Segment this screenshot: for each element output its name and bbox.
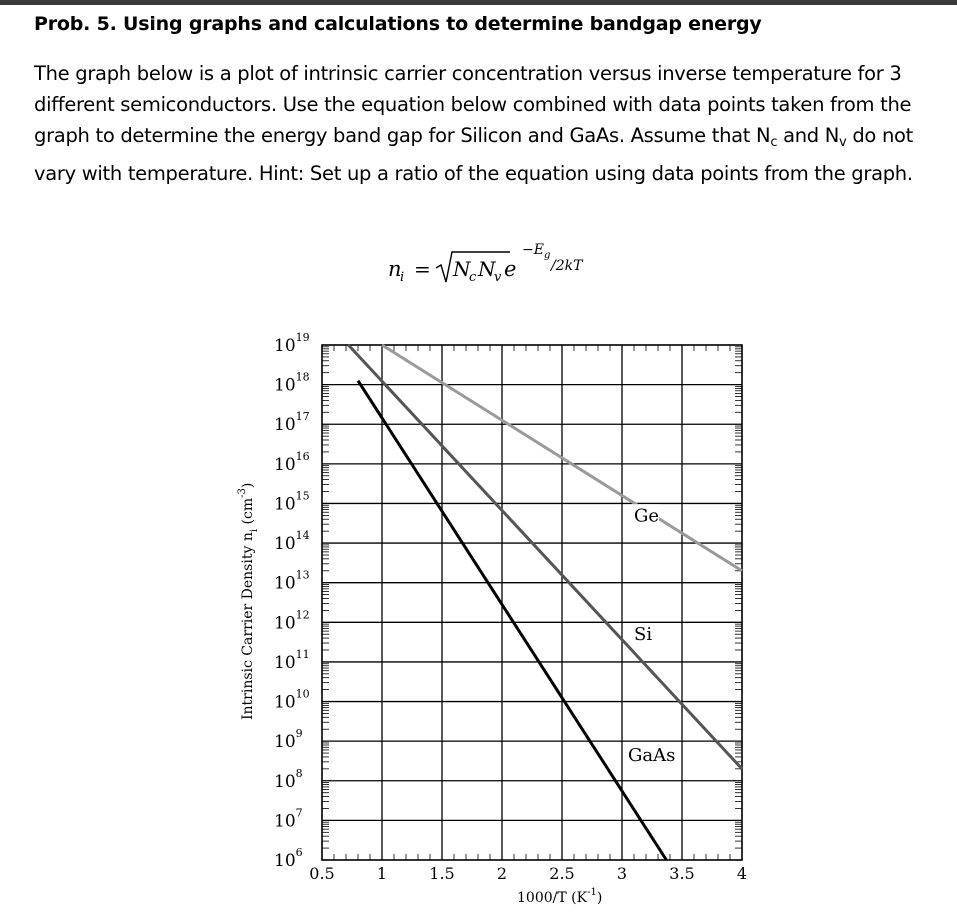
eq-e: e xyxy=(504,257,517,281)
y-tick-base: 10 xyxy=(274,613,296,634)
x-tick-label: 4 xyxy=(736,864,748,883)
y-tick-exponent: 6 xyxy=(295,846,303,859)
y-tick-exponent: 8 xyxy=(295,766,303,780)
y-axis-label-unit-sup: -3 xyxy=(237,488,248,498)
y-tick-label xyxy=(274,569,310,594)
y-tick-base: 10 xyxy=(274,573,296,594)
y-tick-label xyxy=(274,727,303,752)
x-tick-label: 0.5 xyxy=(309,864,335,883)
x-tick-label: 2 xyxy=(496,864,508,883)
y-tick-base: 10 xyxy=(274,415,296,436)
y-axis-label-text: Intrinsic Carrier Density n xyxy=(240,532,256,720)
y-tick-base: 10 xyxy=(274,771,296,792)
eq-lhs: n xyxy=(388,257,402,281)
eq-equals: = xyxy=(414,257,431,281)
eq-lhs-sub: i xyxy=(400,270,405,285)
y-tick-label xyxy=(274,608,310,633)
y-tick-base: 10 xyxy=(274,652,296,673)
y-tick-exponent: 7 xyxy=(295,806,303,820)
y-tick-base: 10 xyxy=(274,692,296,713)
y-tick-exponent: 11 xyxy=(295,647,310,661)
y-axis-label-close: ) xyxy=(240,482,256,489)
y-tick-base: 10 xyxy=(274,454,296,475)
y-tick-exponent: 9 xyxy=(295,727,303,741)
description-line-4: vary with temperature. Hint: Set up a ratio of the equation using data points from the graph. xyxy=(34,162,913,185)
y-tick-exponent: 15 xyxy=(295,489,310,503)
chart-series xyxy=(348,345,742,860)
y-tick-exponent: 18 xyxy=(295,370,310,384)
y-tick-label xyxy=(274,489,310,514)
x-tick-label: 2.5 xyxy=(549,864,575,883)
y-tick-label xyxy=(274,410,310,435)
series-line-si xyxy=(348,345,742,769)
y-axis-label xyxy=(237,483,260,720)
x-axis-label-text: 1000/T (K xyxy=(517,890,588,906)
y-tick-exponent: 12 xyxy=(295,608,310,622)
y-tick-base: 10 xyxy=(274,811,296,832)
x-axis-label xyxy=(517,887,602,906)
description-line-3a: graph to determine the energy band gap for Silicon and GaAs. Assume that N xyxy=(34,124,771,147)
eq-exp-num-sub: g xyxy=(544,250,551,261)
eq-exp-den: /2kT xyxy=(551,258,583,274)
y-tick-exponent: 14 xyxy=(295,529,310,543)
series-label-gaas: GaAs xyxy=(628,744,676,766)
series-line-gaas xyxy=(358,381,666,860)
description-line-3c: do not xyxy=(846,124,913,147)
nc-subscript: c xyxy=(770,135,778,150)
y-tick-label xyxy=(274,688,310,713)
y-tick-exponent: 13 xyxy=(295,568,310,582)
x-axis-label-close: ) xyxy=(596,890,603,906)
description-line-2: different semiconductors. Use the equation below combined with data points taken from the xyxy=(34,93,912,116)
nv-subscript: v xyxy=(839,135,847,150)
x-tick-label: 1.5 xyxy=(429,864,455,883)
y-tick-base: 10 xyxy=(274,375,296,396)
x-tick-label: 1 xyxy=(376,864,388,883)
problem-title: Prob. 5. Using graphs and calculations to determine bandgap energy xyxy=(34,13,762,35)
y-axis-label-sub: i xyxy=(249,528,260,533)
y-tick-label xyxy=(274,806,303,831)
y-axis-label-unit: (cm xyxy=(240,497,256,529)
eq-nc-sub: c xyxy=(469,270,477,285)
y-tick-label xyxy=(274,371,310,396)
y-tick-base: 10 xyxy=(274,336,296,356)
y-tick-exponent: 17 xyxy=(295,410,310,424)
description-line-3b: and N xyxy=(777,124,840,147)
y-tick-base: 10 xyxy=(274,732,296,753)
eq-nc: N xyxy=(453,257,471,281)
y-tick-base: 10 xyxy=(274,534,296,555)
y-tick-exponent: 16 xyxy=(295,449,310,463)
x-axis-label-sup: -1 xyxy=(587,887,597,898)
y-tick-exponent: 19 xyxy=(295,331,310,344)
y-tick-label xyxy=(274,767,303,792)
y-tick-label xyxy=(274,846,303,871)
x-tick-label: 3 xyxy=(616,864,628,883)
y-tick-label xyxy=(274,529,310,554)
y-tick-label xyxy=(274,331,310,356)
y-tick-base: 10 xyxy=(274,494,296,515)
x-tick-label: 3.5 xyxy=(669,864,695,883)
y-tick-label xyxy=(274,648,310,673)
series-label-ge: Ge xyxy=(634,505,660,527)
description-line-1: The graph below is a plot of intrinsic carrier concentration versus inverse temperature for 3 xyxy=(34,62,902,85)
eq-nv: N xyxy=(478,257,496,281)
x-tick-labels xyxy=(309,864,747,883)
y-tick-exponent: 10 xyxy=(295,687,310,701)
series-label-si: Si xyxy=(634,624,653,646)
y-tick-base: 10 xyxy=(274,851,296,871)
y-tick-label xyxy=(274,450,310,475)
y-tick-labels xyxy=(274,331,310,871)
eq-exp-num: −E xyxy=(522,242,544,258)
eq-nv-sub: v xyxy=(494,270,502,285)
